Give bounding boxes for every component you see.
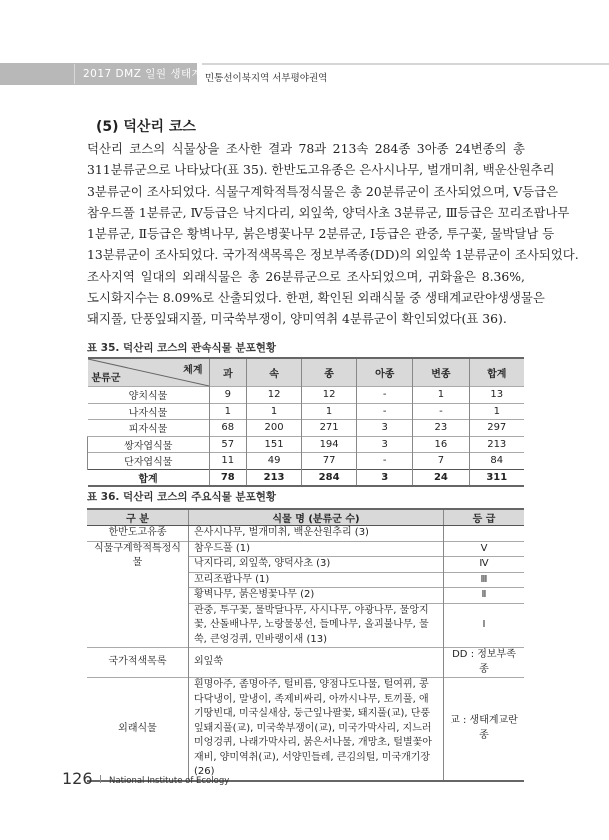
cell: 194 — [302, 436, 357, 453]
grade-cell: 교 : 생태계교란종 — [444, 678, 525, 781]
plants-cell: 황벽나무, 붉은병꽃나무 (2) — [189, 588, 444, 604]
cell: 84 — [469, 453, 524, 470]
cell: 12 — [302, 387, 357, 404]
grade-cell: Ⅲ — [444, 572, 525, 588]
grade-cell: Ⅳ — [444, 557, 525, 573]
cell: 213 — [469, 436, 524, 453]
row-label: 나자식물 — [88, 403, 210, 420]
cell: 78 — [209, 469, 247, 486]
category-cell: 한반도고유종 — [87, 526, 189, 542]
corner-header — [88, 358, 210, 387]
plants-cell: 흰명아주, 좀명아주, 털비름, 양점나도나물, 털여뀌, 콩다닥냉이, 말냉이, 족제비싸리, 아까시나무, 토끼풀, 애기땅빈대, 미국실새삼, 둥근잎나팔꽃, 돼지풀(교), 단풍잎돼지풀(교), 미국쑥부쟁이(교), 미국가막사리, 지느러미엉겅퀴, 나래가막사리, 붉은서나물, 개망초, 털별꽃아재비, 양미역취(교), 서양민들레, 큰김의털, 미국개기장 (26) — [189, 678, 444, 781]
plants-cell: 은사시나무, 벌개미취, 백운산원추리 (3) — [189, 526, 444, 542]
paragraph-line: 3분류군이 조사되었다. 식물구계학적특정식물은 총 20분류군이 조사되었으며, Ⅴ등급은 — [87, 183, 559, 199]
plants-cell: 낙지다리, 외잎쑥, 양덕사초 (3) — [189, 557, 444, 573]
table-36 — [87, 508, 524, 782]
paragraph-line: 조사지역 일대의 외래식물은 총 26분류군으로 조사되었으며, 귀화율은 8.36%, — [87, 268, 525, 284]
table-row — [88, 436, 525, 453]
publisher-name: National Institute of Ecology — [109, 776, 230, 786]
cell: 3 — [357, 420, 413, 437]
header-section: 민통선이북지역 서부평야권역 — [205, 73, 328, 84]
col-header: 합계 — [469, 358, 524, 387]
category-cell: 식물구계학적특정식물 — [87, 541, 189, 648]
paragraph-line: 참우드풀 1분류군, Ⅳ등급은 낙지다리, 외잎쑥, 양덕사초 3분류군, Ⅲ등급은 꼬리조팝나무 — [87, 204, 570, 220]
plants-cell: 꼬리조팝나무 (1) — [189, 572, 444, 588]
plants-cell: 참우드풀 (1) — [189, 541, 444, 557]
col-header: 변종 — [413, 358, 469, 387]
paragraph-line: 돼지풀, 단풍잎돼지풀, 미국쑥부쟁이, 양미역취 4분류군이 확인되었다(표 36). — [87, 311, 507, 327]
table-row — [87, 648, 524, 678]
cell: 11 — [209, 453, 247, 470]
plants-cell: 관중, 투구꽃, 물박달나무, 사시나무, 야광나무, 물앙지꽃, 산돌배나무, 노랑물봉선, 들메나무, 올괴불나무, 물쑥, 큰엉겅퀴, 민바랭이새 (13) — [189, 603, 444, 648]
cell: 151 — [247, 436, 302, 453]
cell: 3 — [357, 436, 413, 453]
cell: 284 — [302, 469, 357, 486]
corner-top-label: 체계 — [183, 365, 203, 376]
paragraph-line: 1분류군, Ⅱ등급은 황벽나무, 붉은병꽃나무 2분류군, Ⅰ등급은 관중, 투구꽃, 물박달남 등 — [87, 226, 555, 242]
cell: 9 — [209, 387, 247, 404]
row-label: 쌍자엽식물 — [88, 436, 210, 453]
col-header: 아종 — [357, 358, 413, 387]
table-35 — [87, 357, 524, 487]
cell: 12 — [247, 387, 302, 404]
cell: 13 — [469, 387, 524, 404]
cell: 77 — [302, 453, 357, 470]
category-cell: 외래식물 — [87, 678, 189, 781]
cell: 311 — [469, 469, 524, 486]
footer-separator — [100, 775, 101, 783]
grade-cell: Ⅰ — [444, 603, 525, 648]
table-row — [88, 453, 525, 470]
cell: 297 — [469, 420, 524, 437]
paragraph-line: 도시화지수는 8.09%로 산출되었다. 한편, 확인된 외래식물 중 생태계교란야생생물은 — [87, 290, 545, 306]
paragraph-line: 덕산리 코스의 식물상을 조사한 결과 78과 213속 284종 3아종 24변종의 총 — [87, 141, 525, 156]
footer-publisher — [100, 775, 229, 786]
col-header: 종 — [302, 358, 357, 387]
grade-cell: Ⅴ — [444, 541, 525, 557]
cell: 57 — [209, 436, 247, 453]
category-cell: 국가적색목록 — [87, 648, 189, 678]
cell: 1 — [469, 403, 524, 420]
cell: 68 — [209, 420, 247, 437]
table-row — [88, 403, 525, 420]
table-row — [87, 526, 524, 542]
row-label: 합계 — [88, 469, 210, 486]
col-header-category: 구 분 — [87, 509, 189, 526]
header-report-title: 2017 DMZ 일원 생태계 조사 — [74, 64, 205, 84]
cell: - — [357, 403, 413, 420]
cell: 1 — [247, 403, 302, 420]
body-paragraph — [87, 138, 579, 330]
grade-cell: DD : 정보부족종 — [444, 648, 525, 678]
table-row — [88, 387, 525, 404]
row-label: 피자식물 — [88, 420, 210, 437]
cell: 271 — [302, 420, 357, 437]
plants-cell: 외잎쑥 — [189, 648, 444, 678]
col-header-grade: 등 급 — [444, 509, 525, 526]
row-label: 양치식물 — [88, 387, 210, 404]
cell: 24 — [413, 469, 469, 486]
page-number: 126 — [62, 769, 93, 788]
cell: 16 — [413, 436, 469, 453]
table-row — [87, 678, 524, 781]
cell: 1 — [413, 387, 469, 404]
cell: 200 — [247, 420, 302, 437]
table35-caption: 표 35. 덕산리 코스의 관속식물 분포현황 — [87, 342, 277, 354]
corner-bottom-label: 분류군 — [91, 373, 121, 384]
paragraph-line: 13분류군이 조사되었다. 국가적색목록은 정보부족종(DD)의 외잎쑥 1분류군이 조사되었다. — [87, 247, 579, 263]
col-header: 과 — [209, 358, 247, 387]
row-label: 단자엽식물 — [88, 453, 210, 470]
cell: 1 — [209, 403, 247, 420]
cell: 23 — [413, 420, 469, 437]
grade-cell — [444, 526, 525, 542]
cell: - — [357, 453, 413, 470]
cell: - — [357, 387, 413, 404]
cell: 213 — [247, 469, 302, 486]
section-title: (5) 덕산리 코스 — [96, 119, 196, 135]
table36-caption: 표 36. 덕산리 코스의 주요식물 분포현황 — [87, 491, 277, 503]
cell: 49 — [247, 453, 302, 470]
cell: 7 — [413, 453, 469, 470]
cell: - — [413, 403, 469, 420]
paragraph-line: 311분류군으로 나타났다(표 35). 한반도고유종은 은사시나무, 벌개미취, 백운산원추리 — [87, 162, 555, 178]
header-rule — [202, 63, 609, 65]
cell: 3 — [357, 469, 413, 486]
col-header: 속 — [247, 358, 302, 387]
table-row — [87, 541, 524, 557]
grade-cell: Ⅱ — [444, 588, 525, 604]
col-header-plants: 식물 명 (분류군 수) — [189, 509, 444, 526]
table-row — [88, 420, 525, 437]
table-row — [88, 469, 525, 486]
cell: 1 — [302, 403, 357, 420]
